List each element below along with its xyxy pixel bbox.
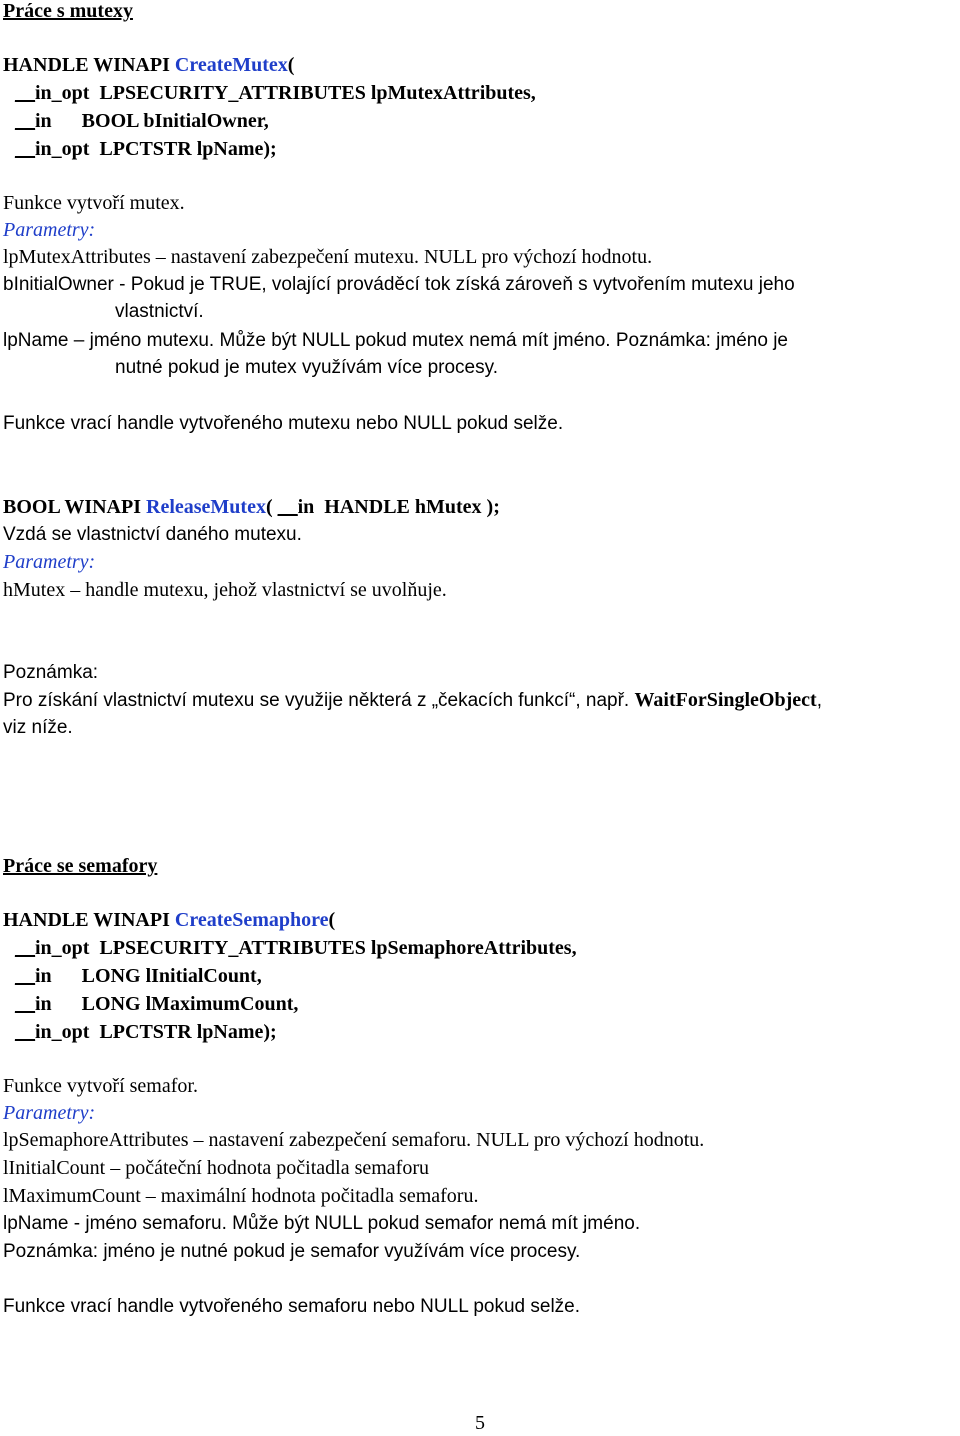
param-lpsemaphoreattributes: lpSemaphoreAttributes – nastavení zabezpečení semaforu. NULL pro výchozí hodnotu. xyxy=(3,1129,705,1151)
function-name: ReleaseMutex xyxy=(146,496,266,518)
createsemaphore-param-line xyxy=(3,963,262,989)
mutex-heading: Práce s mutexy xyxy=(3,0,133,22)
params-label: Parametry: xyxy=(3,219,96,241)
param-hmutex: hMutex – handle mutexu, jehož vlastnictví se uvolňuje. xyxy=(3,579,447,601)
sig-prefix: HANDLE WINAPI xyxy=(3,909,175,931)
note-text-part: Pro získání vlastnictví mutexu se využije některá z „čekacích funkcí“, např. xyxy=(3,690,635,711)
sig-prefix: HANDLE WINAPI xyxy=(3,54,175,76)
note-text-part: , xyxy=(816,690,822,711)
params-label: Parametry: xyxy=(3,1102,96,1124)
note-text-cont: viz níže. xyxy=(3,717,73,738)
param-text: in_opt LPCTSTR lpName); xyxy=(35,1021,277,1043)
createmutex-signature-line xyxy=(3,52,294,78)
createsemaphore-param-line xyxy=(3,935,577,961)
createmutex-param-line xyxy=(3,80,536,106)
createmutex-param-line xyxy=(3,108,269,134)
semaphore-heading: Práce se semafory xyxy=(3,855,158,877)
sig-open-paren: ( xyxy=(287,54,295,76)
param-binitialowner-cont: vlastnictví. xyxy=(115,301,204,322)
createmutex-param-line xyxy=(3,136,277,162)
createsemaphore-signature-line xyxy=(3,907,335,933)
param-annotation-prefix: __ xyxy=(15,82,35,104)
param-annotation-prefix: __ xyxy=(15,1021,35,1043)
createsemaphore-returns: Funkce vrací handle vytvořeného semaforu nebo NULL pokud selže. xyxy=(3,1296,581,1317)
function-name: CreateMutex xyxy=(174,54,288,76)
function-reference: WaitForSingleObject xyxy=(634,689,817,711)
createmutex-returns: Funkce vrací handle vytvořeného mutexu nebo NULL pokud selže. xyxy=(3,413,564,434)
param-lpname: lpName - jméno semaforu. Může být NULL pokud semafor nemá mít jméno. xyxy=(3,1213,641,1234)
param-linitialcount: lInitialCount – počáteční hodnota počitadla semaforu xyxy=(3,1157,429,1179)
param-annotation-prefix: __ xyxy=(15,965,35,987)
param-text: in_opt LPCTSTR lpName); xyxy=(35,138,277,160)
param-lpmutexattributes: lpMutexAttributes – nastavení zabezpečení mutexu. NULL pro výchozí hodnotu. xyxy=(3,246,653,268)
sig-prefix: BOOL WINAPI xyxy=(3,496,146,518)
createsemaphore-description: Funkce vytvoří semafor. xyxy=(3,1075,198,1097)
createsemaphore-param-line xyxy=(3,991,298,1017)
param-text: in LONG lInitialCount, xyxy=(35,965,262,987)
param-annotation-prefix: __ xyxy=(15,110,35,132)
param-lpname: lpName – jméno mutexu. Může být NULL pokud mutex nemá mít jméno. Poznámka: jméno je xyxy=(3,330,788,351)
param-binitialowner: bInitialOwner - Pokud je TRUE, volající prováděcí tok získá zároveň s vytvořením mutexu jeho xyxy=(3,274,795,295)
param-annotation-prefix: __ xyxy=(15,138,35,160)
sig-open-paren: ( xyxy=(328,909,336,931)
releasemutex-description: Vzdá se vlastnictví daného mutexu. xyxy=(3,524,302,545)
param-lmaximumcount: lMaximumCount – maximální hodnota počitadla semaforu. xyxy=(3,1185,479,1207)
param-annotation-prefix: __ xyxy=(15,937,35,959)
semaphore-note: Poznámka: jméno je nutné pokud je semafor využívám více procesy. xyxy=(3,1241,581,1262)
sig-open-paren: ( xyxy=(265,496,278,518)
releasemutex-signature xyxy=(3,494,500,520)
param-lpname-cont: nutné pokud je mutex využívám více procesy. xyxy=(115,357,498,378)
param-text: in_opt LPSECURITY_ATTRIBUTES lpSemaphoreAttributes, xyxy=(35,937,577,959)
page-number: 5 xyxy=(475,1412,485,1434)
createmutex-description: Funkce vytvoří mutex. xyxy=(3,192,185,214)
param-text: in BOOL bInitialOwner, xyxy=(35,110,269,132)
param-annotation-prefix: __ xyxy=(277,496,298,518)
function-name: CreateSemaphore xyxy=(174,909,329,931)
createsemaphore-param-line xyxy=(3,1019,277,1045)
note-label: Poznámka: xyxy=(3,662,99,683)
param-annotation-prefix: __ xyxy=(15,993,35,1015)
param-text: in LONG lMaximumCount, xyxy=(35,993,299,1015)
param-text: in_opt LPSECURITY_ATTRIBUTES lpMutexAttributes, xyxy=(35,82,536,104)
params-label: Parametry: xyxy=(3,551,96,573)
note-text xyxy=(3,687,822,714)
param-text: in HANDLE hMutex ); xyxy=(297,496,500,518)
